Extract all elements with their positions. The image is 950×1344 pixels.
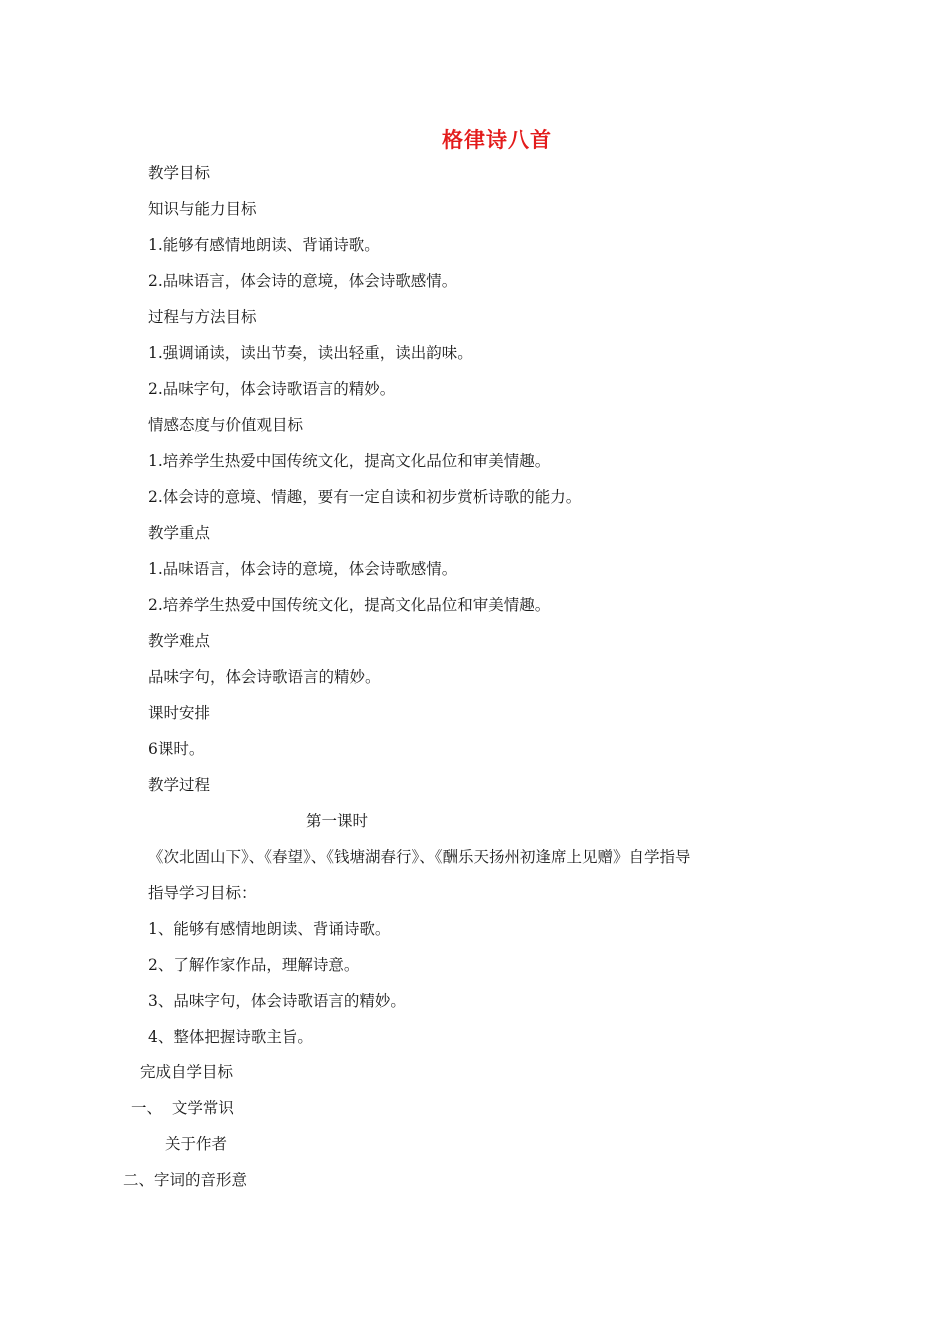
text-line: 《次北固山下》、《春望》、《钱塘湖春行》、《酬乐天扬州初逢席上见赠》自学指导	[148, 848, 691, 866]
section-heading-teaching-goals: 教学目标	[148, 164, 211, 182]
text-line: 品味字句，体会诗歌语言的精妙。	[148, 668, 381, 686]
subheading-study-goals: 指导学习目标：	[148, 884, 257, 902]
subheading-vocabulary: 二、字词的音形意	[123, 1171, 248, 1189]
text-line: 1、能够有感情地朗读、背诵诗歌。	[148, 920, 391, 938]
text-line: 1.培养学生热爱中国传统文化，提高文化品位和审美情趣。	[148, 452, 551, 470]
subheading-knowledge-ability: 知识与能力目标	[148, 200, 257, 218]
text-line: 关于作者	[165, 1135, 228, 1153]
text-line: 1.强调诵读，读出节奏，读出轻重，读出韵味。	[148, 344, 473, 362]
section-heading-key-points: 教学重点	[148, 524, 211, 542]
text-line: 6课时。	[148, 740, 205, 758]
subheading-process-method: 过程与方法目标	[148, 308, 257, 326]
text-line: 2.品味字句，体会诗歌语言的精妙。	[148, 380, 396, 398]
text-line: 2.品味语言，体会诗的意境，体会诗歌感情。	[148, 272, 458, 290]
text-line: 4、整体把握诗歌主旨。	[148, 1028, 313, 1046]
lesson-heading: 第一课时	[306, 812, 369, 830]
document-title: 格律诗八首	[442, 128, 552, 152]
text-line: 1.品味语言，体会诗的意境，体会诗歌感情。	[148, 560, 458, 578]
section-heading-process: 教学过程	[148, 776, 211, 794]
subheading-literature: 一、 文学常识	[131, 1099, 234, 1117]
section-heading-difficulties: 教学难点	[148, 632, 211, 650]
text-line: 1.能够有感情地朗读、背诵诗歌。	[148, 236, 380, 254]
section-heading-schedule: 课时安排	[148, 704, 211, 722]
text-line: 2.体会诗的意境、情趣，要有一定自读和初步赏析诗歌的能力。	[148, 488, 582, 506]
subheading-self-study: 完成自学目标	[140, 1063, 234, 1081]
subheading-emotion-values: 情感态度与价值观目标	[148, 416, 304, 434]
text-line: 2、了解作家作品，理解诗意。	[148, 956, 360, 974]
text-line: 2.培养学生热爱中国传统文化，提高文化品位和审美情趣。	[148, 596, 551, 614]
text-line: 3、品味字句，体会诗歌语言的精妙。	[148, 992, 406, 1010]
